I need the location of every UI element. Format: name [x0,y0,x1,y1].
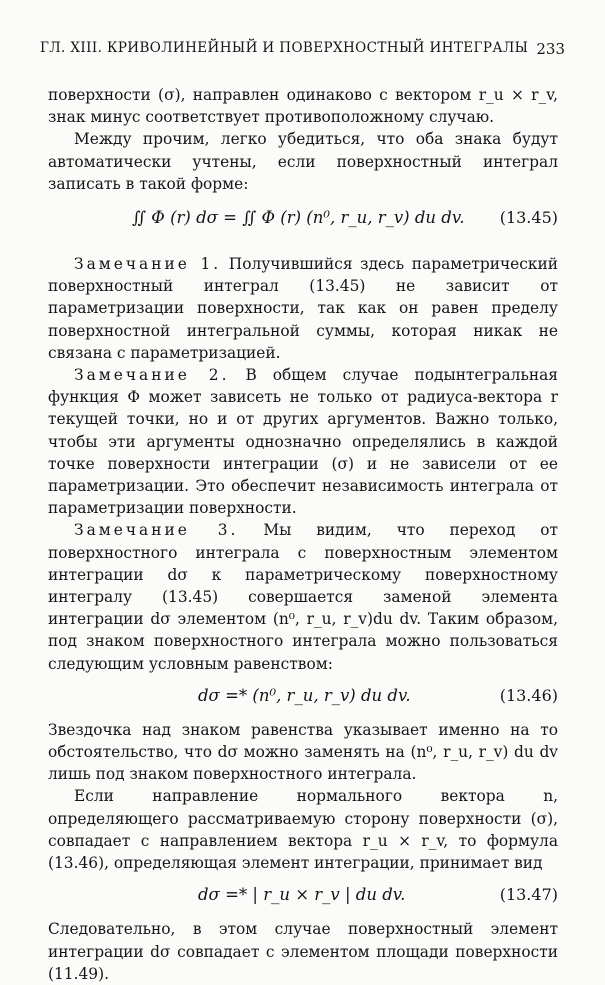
paragraph-asterisk-note: Звездочка над знаком равенства указывает именно на то обстоятельство, что dσ можно заменять на (n⁰, r_u, r_v) du dv лишь под знаком поверхностного интеграла. [48,720,558,784]
equation-13-47-formula: dσ =* | r_u × r_v | du dv. [198,885,406,905]
paragraph-sign-note: Между прочим, легко убедиться, что оба знака будут автоматически учтены, если поверхностный интеграл записать в такой форме: [48,130,558,193]
equation-13-47 [48,874,558,918]
equation-13-47-number: (13.47) [499,885,558,905]
remark-2-text: В общем случае подынтегральная функция Φ может зависеть не только от радиуса-вектора r текущей точки, но и от других аргументов. Важно только, чтобы эти аргументы однозначно определялись в каждой точке поверхности интеграции (σ) и не зависели от ее параметризации. Это обеспечит независимость интеграла от параметризации поверхности. [48,366,558,518]
remark-2-heading: Замечание 2. [74,366,230,385]
equation-13-46-number: (13.46) [499,685,558,705]
remark-3-text: Мы видим, что переход от поверхностного интеграла с поверхностным элементом интеграции dσ к параметрическому поверхностному интегралу (13.45) совершается заменой элемента интеграции dσ элементом (n⁰, r_u, r_v)du dv. Таким образом, под знаком поверхностного интеграла можно пользоваться следующим условным равенством: [48,521,558,673]
equation-13-45 [48,195,558,253]
remark-3-heading: Замечание 3. [74,521,239,540]
paragraph-normal-direction: Если направление нормального вектора n, определяющего рассматриваемую сторону поверхности (σ), совпадает с направлением вектора r_u × r_v, то формула (13.46), определяющая элемент интеграции, принимает вид [48,787,558,873]
remark-3 [48,519,558,674]
equation-13-46 [48,675,558,719]
paragraph-continuation: поверхности (σ), направлен одинаково с вектором r_u × r_v, знак минус соответствует противоположному случаю. [48,86,558,127]
equation-13-45-number: (13.45) [499,208,558,228]
equation-13-46-formula: dσ =* (n⁰, r_u, r_v) du dv. [198,685,411,705]
paragraph-conclusion: Следовательно, в этом случае поверхностный элемент интеграции dσ совпадает с элементом площади поверхности (11.49). [48,920,558,983]
page-number: 233 [536,40,565,58]
remark-1-heading: Замечание 1. [74,255,222,274]
remark-2 [48,364,558,519]
equation-13-45-formula: ∬ Φ (r) dσ = ∬ Φ (r) (n⁰, r_u, r_v) du dv. [132,208,465,228]
chapter-title: ГЛ. XIII. КРИВОЛИНЕЙНЫЙ И ПОВЕРХНОСТНЫЙ ИНТЕГРАЛЫ [40,40,529,56]
remark-1-text: Получившийся здесь параметрический поверхностный интеграл (13.45) не зависит от параметризации поверхности, так как он равен пределу поверхностной интегральной суммы, которая никак не связана с параметризацией. [48,255,558,362]
running-header [40,40,565,64]
remark-1 [48,253,558,364]
page-body [48,84,558,985]
